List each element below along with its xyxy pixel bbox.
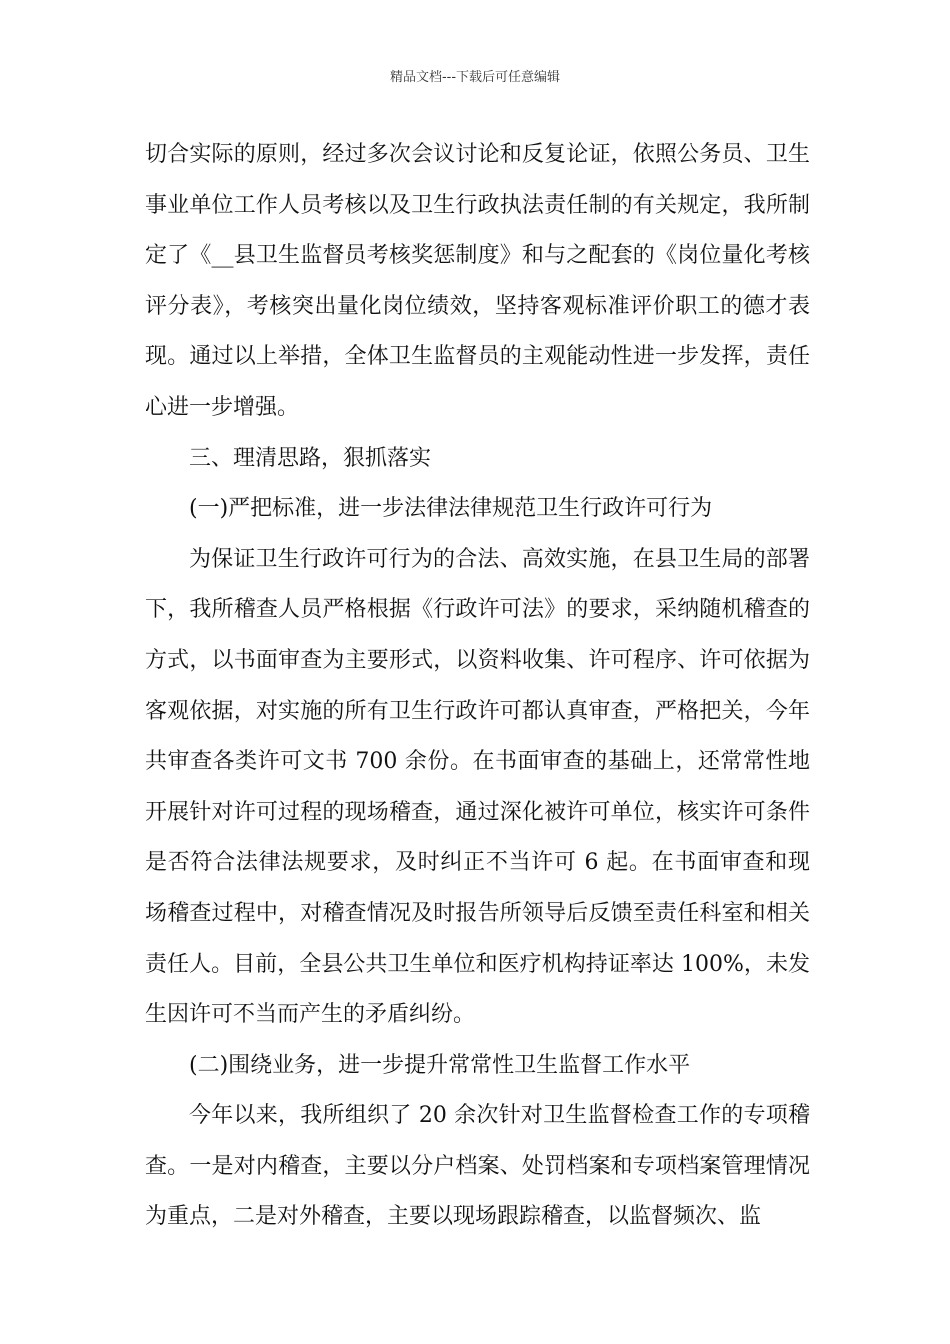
body-paragraph: 今年以来，我所组织了 20 余次针对卫生监督检查工作的专项稽查。一是对内稽查，主要以分户档案、处罚档案和专项档案管理情况为重点，二是对外稽查，主要以现场跟踪稽查，以监督频次、监 xyxy=(145,1103,810,1230)
section-heading: 三、理清思路，狠抓落实 xyxy=(189,445,432,471)
body-paragraph: 切合实际的原则，经过多次会议讨论和反复论证，依照公务员、卫生事业单位工作人员考核以及卫生行政执法责任制的有关规定，我所制定了《__县卫生监督员考核奖惩制度》和与之配套的《岗位量化考核评分表》，考核突出量化岗位绩效，坚持客观标准评价职工的德才表现。通过以上举措，全体卫生监督员的主观能动性进一步发挥，责任心进一步增强。 xyxy=(145,142,810,420)
subsection-heading: (二)围绕业务，进一步提升常常性卫生监督工作水平 xyxy=(189,1052,691,1078)
body-paragraph: 为保证卫生行政许可行为的合法、高效实施，在县卫生局的部署下，我所稽查人员严格根据《行政许可法》的要求，采纳随机稽查的方式，以书面审查为主要形式，以资料收集、许可程序、许可依据为客观依据，对实施的所有卫生行政许可都认真审查，严格把关，今年共审查各类许可文书 700 余份。在书面审查的基础上，还常常性地开展针对许可过程的现场稽查，通过深化被许可单位，核实许可条件是否符合法律法规要求，及时纠正不当许可 6 起。在书面审查和现场稽查过程中，对稽查情况及时报告所领导后反馈至责任科室和相关责任人。目前，全县公共卫生单位和医疗机构持证率达 100%，未发生因许可不当而产生的矛盾纠纷。 xyxy=(145,546,810,1028)
document-body xyxy=(145,130,810,1243)
subsection-heading: (一)严把标准，进一步法律法律规范卫生行政许可行为 xyxy=(189,496,713,522)
page-header: 精品文档---下载后可任意编辑 xyxy=(389,70,561,85)
